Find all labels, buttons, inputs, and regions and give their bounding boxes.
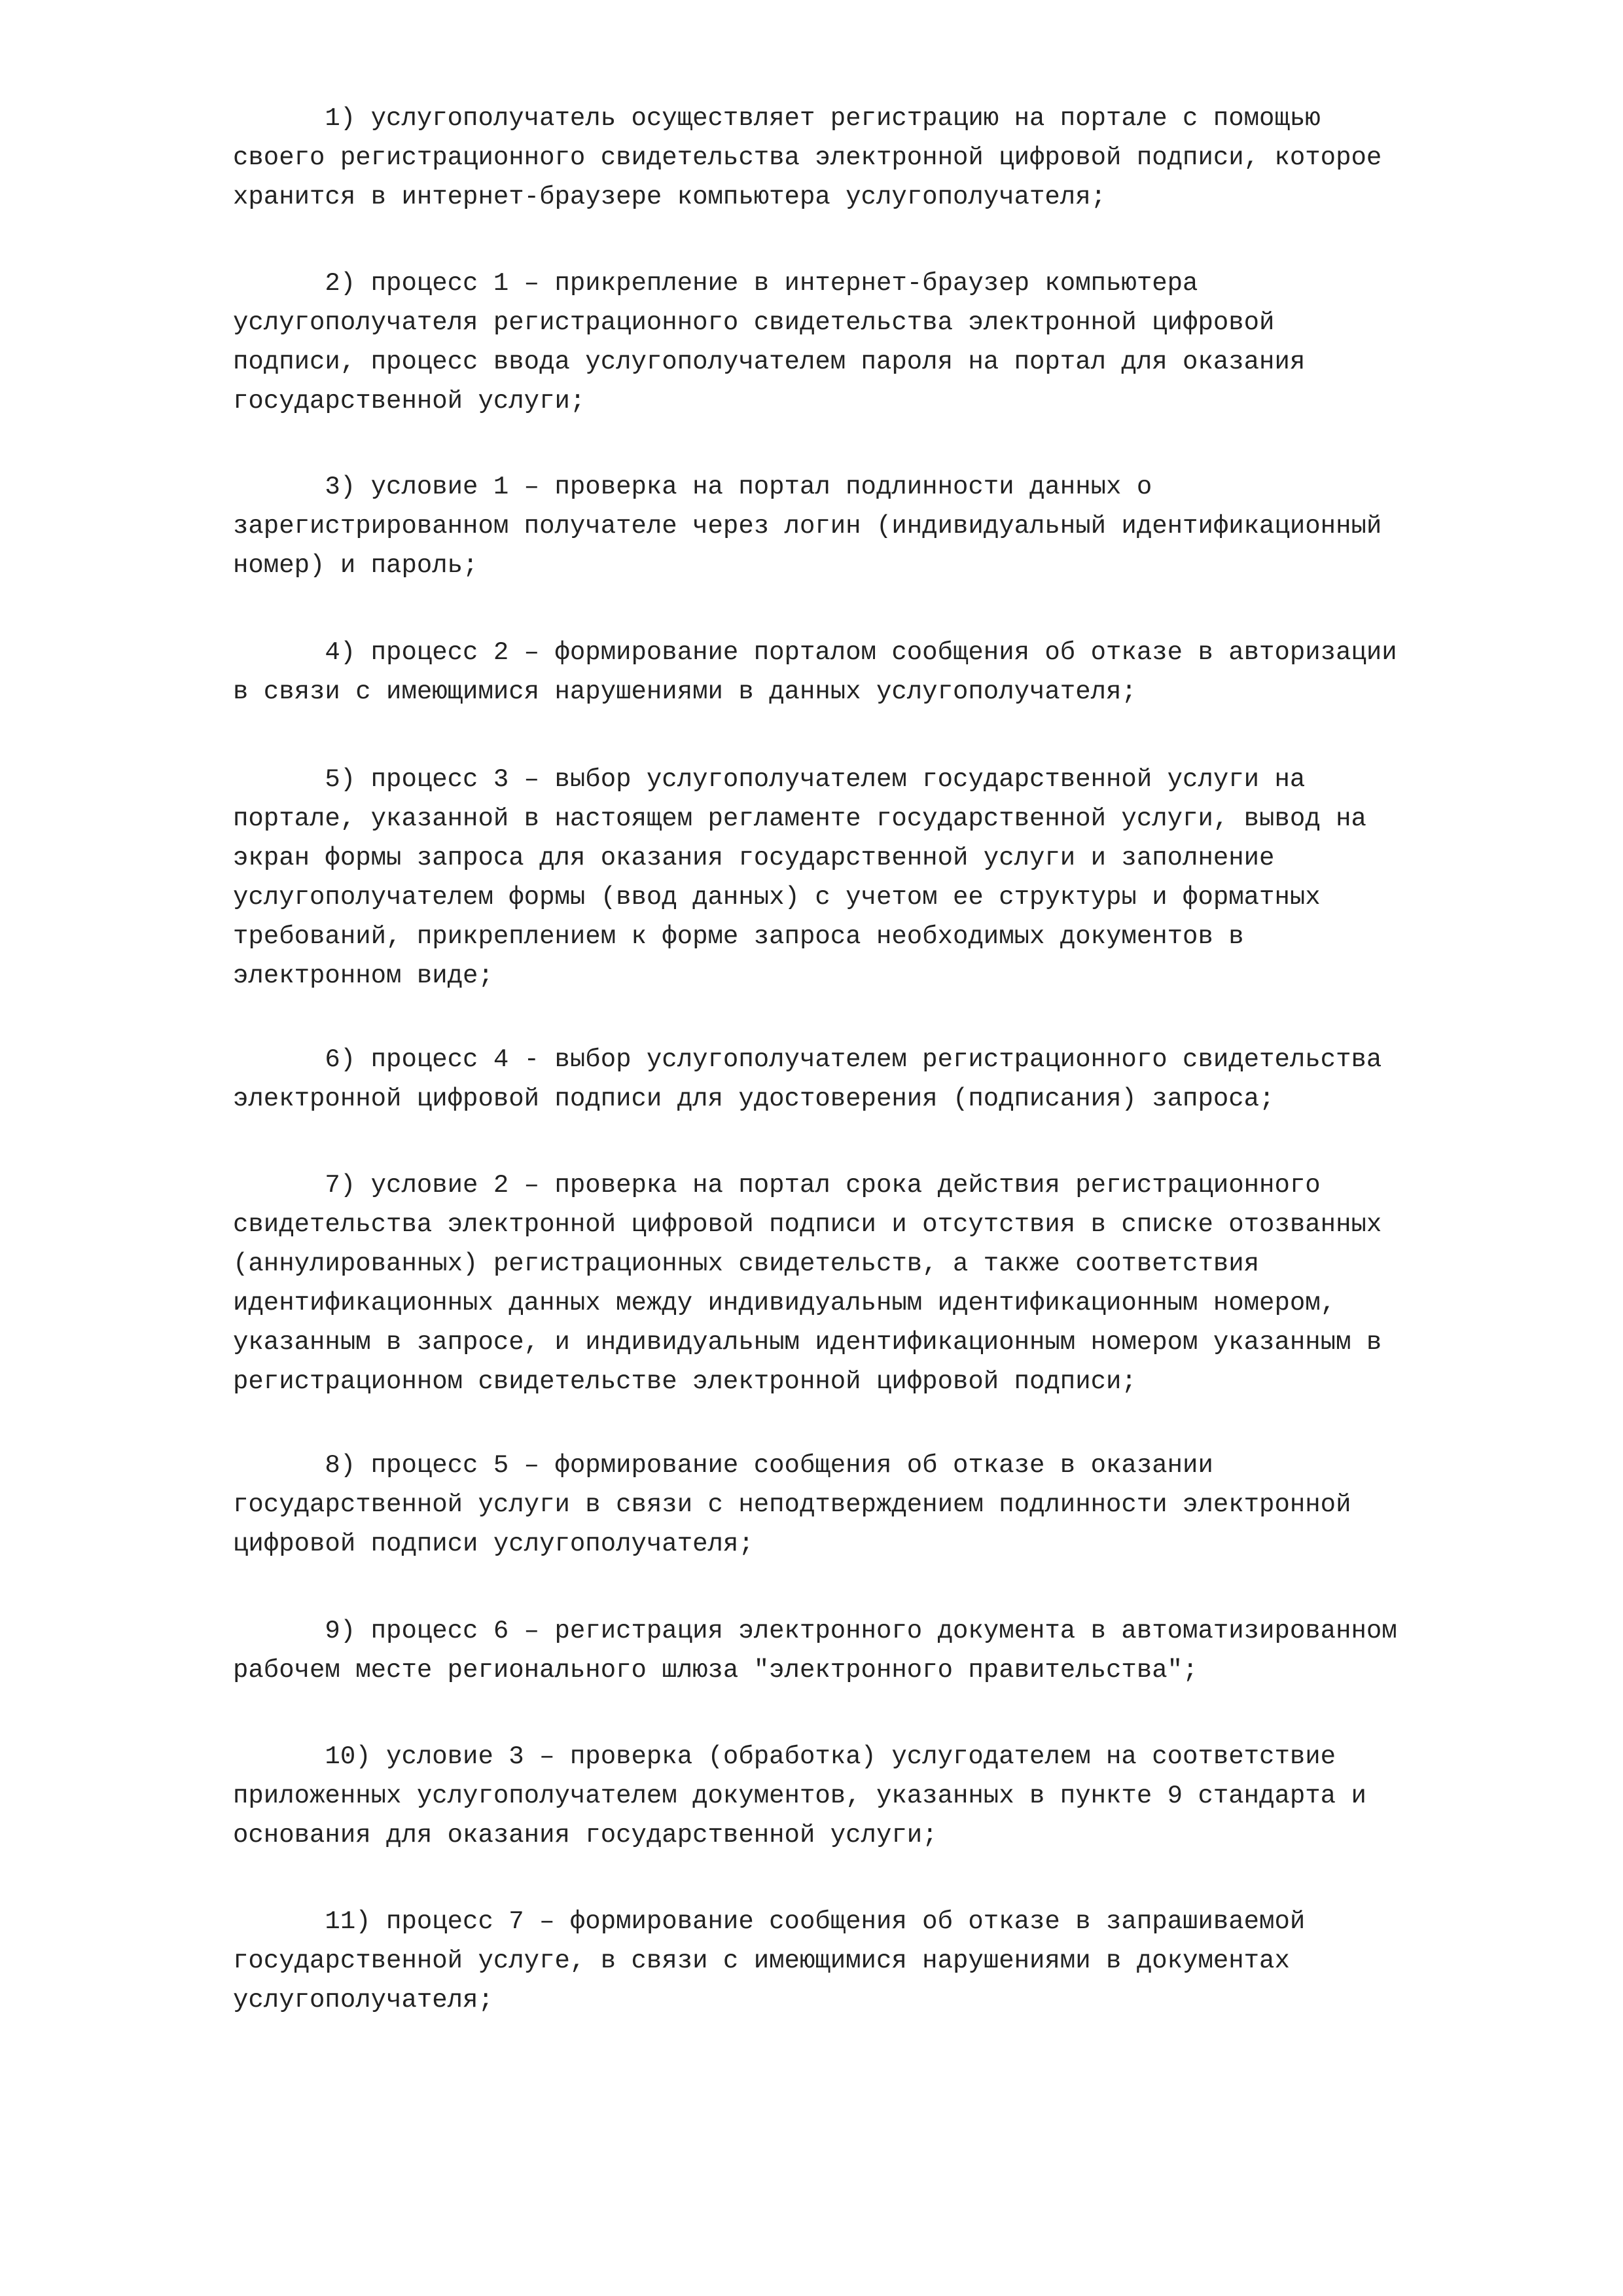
- list-item-11: 11) процесс 7 – формирование сообщения об отказе в запрашиваемой государственной услуге, в связи с имеющимися нарушениями в документах услугополучателя;: [233, 1907, 1306, 2015]
- list-item-6: 6) процесс 4 - выбор услугополучателем регистрационного свидетельства электронной цифровой подписи для удостоверения (подписания) запроса;: [233, 1045, 1382, 1113]
- list-item-7: 7) условие 2 – проверка на портал срока действия регистрационного свидетельства электронной цифровой подписи и отсутствия в списке отозванных (аннулированных) регистрационных свидетельств, а также соответствия идентификационных данных между индивидуальным идентификационным номером, указанным в запросе, и индивидуальным идентификационным номером указанным в регистрационном свидетельстве электронной цифровой подписи;: [233, 1171, 1382, 1396]
- list-item-5: 5) процесс 3 – выбор услугополучателем государственной услуги на портале, указанной в настоящем регламенте государственной услуги, вывод на экран формы запроса для оказания государственной услуги и заполнение услугополучателем формы (ввод данных) с учетом ее структуры и форматных требований, прикреплением к форме запроса необходимых документов в электронном виде;: [233, 765, 1366, 990]
- list-item-10: 10) условие 3 – проверка (обработка) услугодателем на соответствие приложенных услугополучателем документов, указанных в пункте 9 стандарта и основания для оказания государственной услуги;: [233, 1742, 1366, 1850]
- list-item-3: 3) условие 1 – проверка на портал подлинности данных о зарегистрированном получателе через логин (индивидуальный идентификационный номер) и пароль;: [233, 473, 1382, 580]
- list-item-4: 4) процесс 2 – формирование порталом сообщения об отказе в авторизации в связи с имеющимися нарушениями в данных услугополучателя;: [233, 638, 1397, 706]
- list-item-1: 1) услугополучатель осуществляет регистрацию на портале с помощью своего регистрационного свидетельства электронной цифровой подписи, которое хранится в интернет-браузере компьютера услугополучателя;: [233, 104, 1382, 211]
- list-item-2: 2) процесс 1 – прикрепление в интернет-браузер компьютера услугополучателя регистрационного свидетельства электронной цифровой подписи, процесс ввода услугополучателем пароля на портал для оказания государственной услуги;: [233, 269, 1306, 416]
- list-item-8: 8) процесс 5 – формирование сообщения об отказе в оказании государственной услуги в связи с неподтверждением подлинности электронной цифровой подписи услугополучателя;: [233, 1451, 1351, 1558]
- list-item-9: 9) процесс 6 – регистрация электронного документа в автоматизированном рабочем месте регионального шлюза "электронного правительства";: [233, 1617, 1397, 1685]
